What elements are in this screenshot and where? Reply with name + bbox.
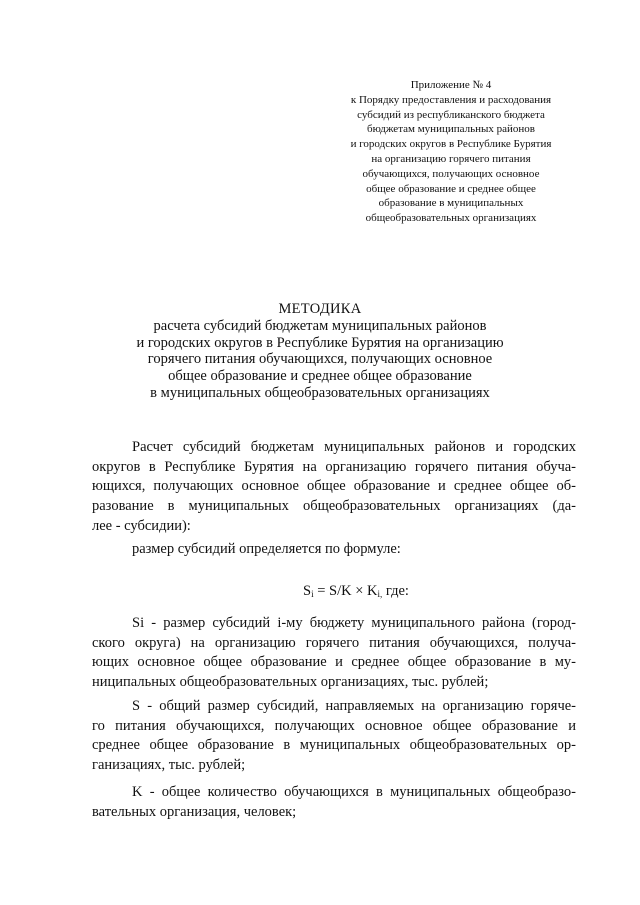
- title-line: в муниципальных общеобразовательных организациях: [150, 384, 490, 401]
- text-line: го питания обучающихся, получающих основное общее образование и: [92, 717, 576, 734]
- text-line: размер субсидий определяется по формуле:: [132, 541, 401, 557]
- formula-s: S: [303, 583, 312, 599]
- paragraph-formula-intro: [92, 540, 576, 560]
- appendix-header: [330, 78, 572, 226]
- text-line: лее - субсидии):: [92, 517, 191, 534]
- text-line: ганизациях, тыс. рублей;: [92, 757, 246, 774]
- appendix-line: Приложение № 4: [410, 79, 492, 91]
- appendix-line: к Порядку предоставления и расходования: [350, 93, 552, 106]
- title-line: горячего питания обучающихся, получающих основное: [147, 351, 493, 368]
- title-heading: МЕТОДИКА: [278, 301, 362, 317]
- text-line: Расчет субсидий бюджетам муниципальных районов и городских: [132, 439, 576, 455]
- appendix-line: обучающихся, получающих основное: [362, 167, 540, 180]
- paragraph-k-definition: [92, 783, 576, 822]
- subsidy-formula: [0, 581, 640, 604]
- text-line: среднее общее образование в муниципальных общеобразовательных ор-: [92, 737, 576, 754]
- text-line: S - общий размер субсидий, направляемых на организацию горяче-: [132, 698, 576, 714]
- text-line: K - общее количество обучающихся в муниципальных общеобразо-: [132, 784, 576, 800]
- text-line: разование в муниципальных общеобразовательных организациях (да-: [92, 498, 576, 515]
- document-title: [118, 301, 522, 402]
- text-line: ского округа) на организацию горячего питания обучающихся, получа-: [92, 634, 576, 651]
- formula-middle: = S/K × K: [313, 583, 378, 599]
- appendix-line: общеобразовательных организациях: [365, 212, 537, 225]
- formula-s-subscript: i: [311, 589, 314, 599]
- title-line: общее образование и среднее общее образование: [168, 368, 472, 385]
- paragraph-s-definition: [92, 697, 576, 776]
- appendix-line: на организацию горячего питания: [371, 152, 531, 165]
- text-line: ющихся, получающих основное общее образование и среднее общее об-: [92, 478, 576, 495]
- appendix-line: бюджетам муниципальных районов: [367, 123, 535, 136]
- formula-tail: где:: [382, 583, 409, 599]
- appendix-line: общее образование и среднее общее: [366, 182, 536, 195]
- text-line: округов в Республике Бурятия на организацию горячего питания обуча-: [92, 458, 576, 475]
- appendix-line: субсидий из республиканского бюджета: [357, 108, 545, 121]
- text-line: вательных организация, человек;: [92, 803, 297, 820]
- formula-k-subscript: i,: [377, 589, 383, 599]
- appendix-line: образование в муниципальных: [378, 197, 524, 210]
- text-line: Si - размер субсидий i-му бюджету муниципального района (город-: [132, 615, 576, 631]
- appendix-line: и городских округов в Республике Бурятия: [350, 138, 552, 151]
- title-line: и городских округов в Республике Бурятия на организацию: [136, 334, 504, 351]
- text-line: ющих основное общее образование и среднее общее образование в му-: [92, 654, 576, 671]
- title-line: расчета субсидий бюджетам муниципальных районов: [153, 317, 487, 334]
- paragraph-si-definition: [92, 614, 576, 693]
- text-line: ниципальных общеобразовательных организациях, тыс. рублей;: [92, 674, 489, 691]
- paragraph-intro: [92, 438, 576, 537]
